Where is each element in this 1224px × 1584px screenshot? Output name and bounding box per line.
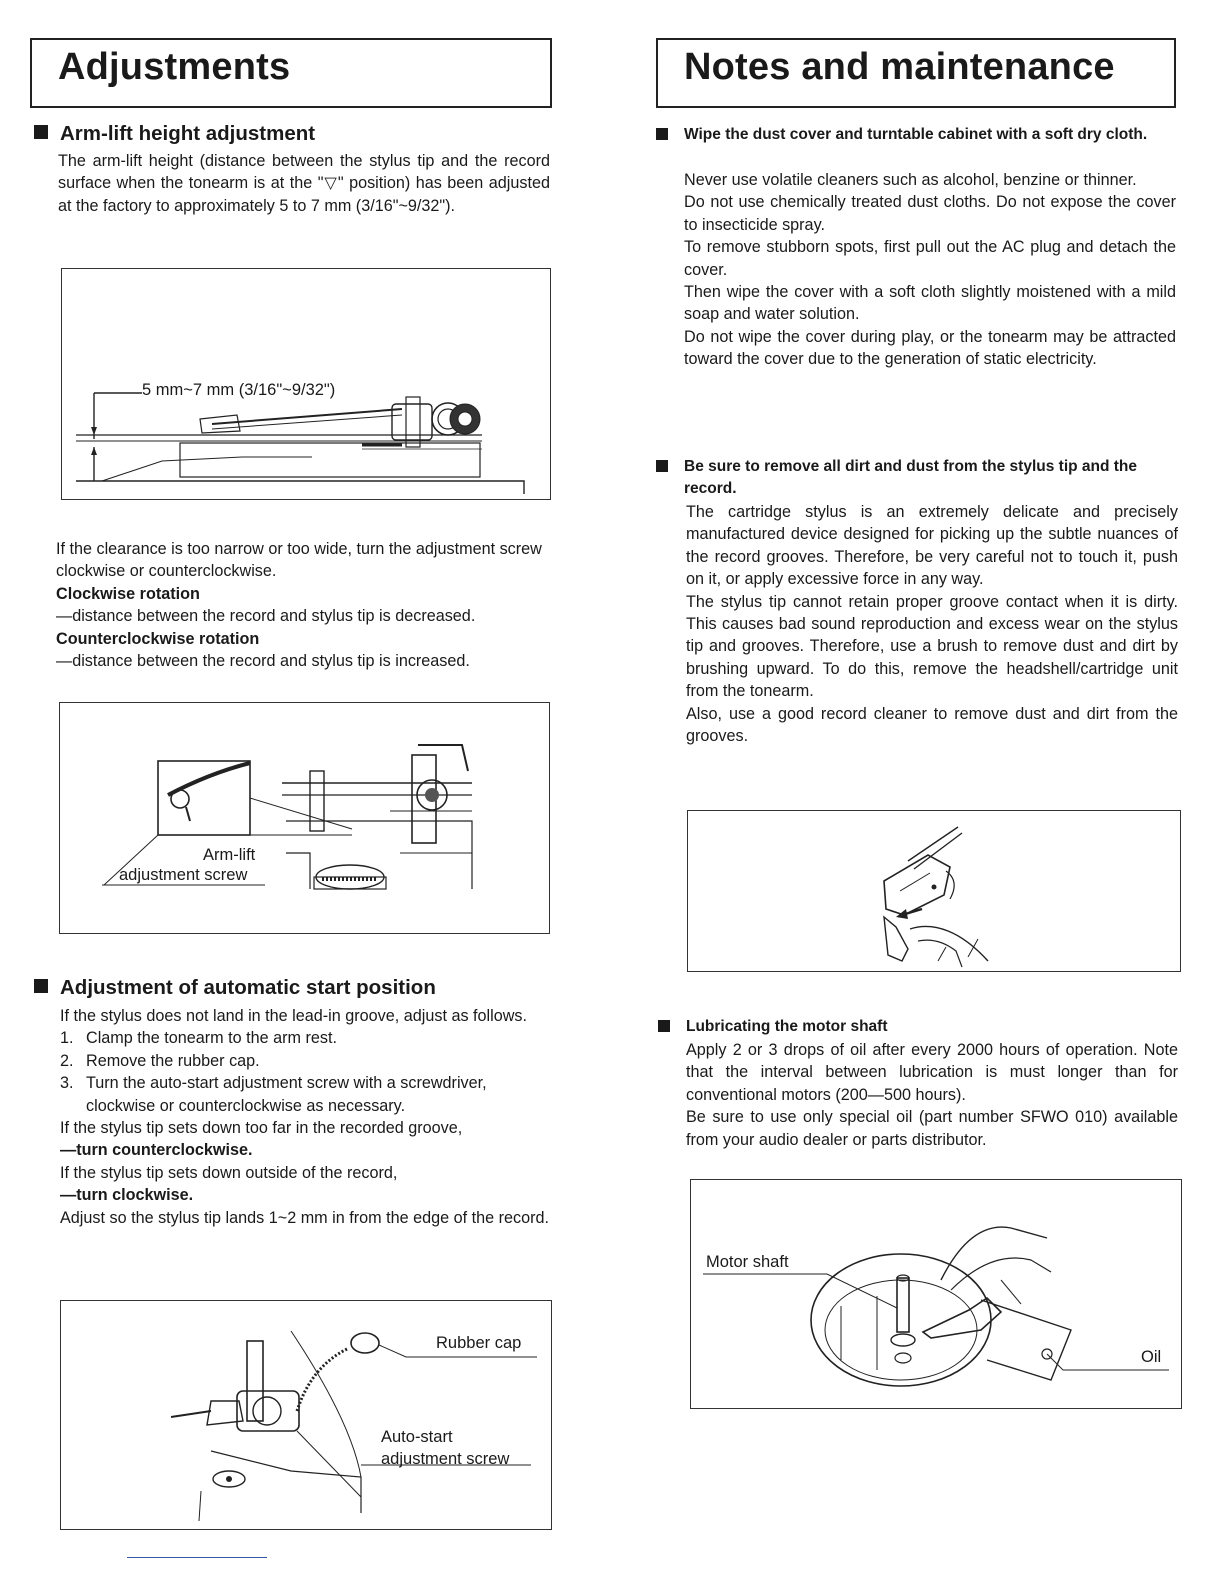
arm-lift-dimension-label: 5 mm~7 mm (3/16"~9/32") (142, 381, 336, 399)
too-far-text: If the stylus tip sets down too far in the recorded groove, (60, 1119, 463, 1138)
outside-action: —turn clockwise. (60, 1186, 194, 1205)
clearance-paragraph: If the clearance is too narrow or too wide, turn the adjustment screw clockwise or counterclockwise. (56, 540, 542, 581)
dust-cover-line: Do not wipe the cover during play, or the tonearm may be attracted toward the cover due to the generation of static electricity. (684, 327, 1176, 369)
motor-shaft-heading-text: Lubricating the motor shaft (686, 1018, 888, 1035)
item-heading-motor-shaft (686, 1016, 1178, 1038)
bullet-square-icon (658, 1020, 670, 1032)
arm-lift-intro-text: The arm-lift height (distance between the stylus tip and the record surface when the tonearm is at the "▽" position) has been adjusted at the factory to approximately 5 to 7 mm (3/16"~9/32"). (58, 152, 550, 215)
adjust-note: Adjust so the stylus tip lands 1~2 mm in from the edge of the record. (60, 1208, 550, 1227)
stylus-heading-text: Be sure to remove all dirt and dust from the stylus tip and the record. (684, 458, 1138, 498)
dust-cover-line: Do not use chemically treated dust cloths. Do not expose the cover to insecticide spray. (684, 193, 1176, 234)
page-title-adjustments: Adjustments (58, 46, 291, 88)
figure-stylus-cleaning (687, 810, 1181, 972)
step-number: 3. (60, 1074, 74, 1093)
motor-shaft-paragraph: Apply 2 or 3 drops of oil after every 2000 hours of operation. Note that the interval between lubrication is must longer than for conventional motors (200—500 hours). (686, 1041, 1178, 1104)
dust-cover-line: To remove stubborn spots, first pull out the AC plug and detach the cover. (684, 238, 1176, 279)
stylus-brush-illustration (688, 811, 1182, 973)
outside-text: If the stylus tip sets down outside of the record, (60, 1163, 398, 1182)
page-title-notes: Notes and maintenance (684, 46, 1115, 88)
motor-shaft-label: Motor shaft (706, 1253, 789, 1271)
stylus-text (686, 501, 1178, 747)
bullet-square-icon (34, 979, 48, 993)
arm-lift-screw-illustration (60, 703, 551, 935)
item-heading-dust-cover (684, 124, 1176, 146)
arm-lift-intro (58, 150, 550, 217)
arm-lift-label-line1: Arm-lift (203, 846, 256, 864)
motor-shaft-illustration (691, 1180, 1183, 1410)
section-heading-arm-lift (34, 122, 315, 146)
bullet-square-icon (656, 460, 668, 472)
footer-divider (127, 1557, 267, 1558)
rubber-cap-label: Rubber cap (436, 1334, 522, 1352)
step-number: 1. (60, 1029, 74, 1048)
arm-lift-heading-text: Arm-lift height adjustment (60, 122, 316, 145)
motor-shaft-paragraph: Be sure to use only special oil (part number SFWO 010) available from your audio dealer or parts distributor. (686, 1108, 1178, 1149)
auto-start-label-line1: Auto-start (381, 1428, 453, 1446)
counterclockwise-heading: Counterclockwise rotation (56, 629, 260, 648)
dust-cover-line: Never use volatile cleaners such as alcohol, benzine or thinner. (684, 171, 1137, 189)
bullet-square-icon (656, 128, 668, 140)
adjustments-title-box (30, 38, 552, 108)
dust-cover-line: Then wipe the cover with a soft cloth slightly moistened with a mild soap and water solution. (684, 283, 1176, 324)
too-far-action: —turn counterclockwise. (60, 1141, 253, 1160)
step-text: Turn the auto-start adjustment screw with a screwdriver, clockwise or counterclockwise as necessary. (86, 1074, 487, 1115)
clockwise-heading: Clockwise rotation (56, 584, 200, 603)
figure-motor-shaft (690, 1179, 1182, 1409)
stylus-paragraph: Also, use a good record cleaner to remove dust and dirt from the grooves. (686, 704, 1178, 746)
auto-start-instructions (60, 1005, 552, 1229)
clearance-instructions (56, 538, 550, 672)
auto-start-label-line2: adjustment screw (381, 1450, 510, 1468)
auto-start-heading-text: Adjustment of automatic start position (60, 976, 436, 999)
auto-start-intro: If the stylus does not land in the lead-in groove, adjust as follows. (60, 1007, 528, 1025)
step-text: Clamp the tonearm to the arm rest. (86, 1029, 338, 1048)
dust-cover-heading-text: Wipe the dust cover and turntable cabinet with a soft dry cloth. (684, 126, 1148, 143)
section-heading-auto-start (34, 976, 436, 1000)
item-heading-stylus (684, 456, 1178, 501)
figure-arm-lift-height (61, 268, 551, 500)
step-item (60, 1027, 552, 1049)
dust-cover-text (684, 169, 1176, 371)
bullet-square-icon (34, 125, 48, 139)
figure-auto-start-screw (60, 1300, 552, 1530)
counterclockwise-text: —distance between the record and stylus tip is increased. (56, 652, 470, 671)
figure-arm-lift-screw (59, 702, 550, 934)
oil-label: Oil (1141, 1348, 1162, 1366)
auto-start-steps (60, 1027, 552, 1117)
step-item (60, 1072, 552, 1117)
stylus-paragraph: The stylus tip cannot retain proper groove contact when it is dirty. This causes bad sound reproduction and excess wear on the stylus tip and grooves. Therefore, use a brush to remove dust and dirt by brushing upward. To do this, remove the headshell/cartridge unit from the tonearm. (686, 592, 1178, 701)
step-item (60, 1050, 552, 1072)
stylus-paragraph: The cartridge stylus is an extremely delicate and precisely manufactured device designed for picking up the subtle nuances of the record grooves. Therefore, be very careful not to touch it, push on it, or apply excessive force in any way. (686, 503, 1178, 589)
notes-title-box (656, 38, 1176, 108)
motor-shaft-text (686, 1039, 1178, 1151)
step-number: 2. (60, 1051, 74, 1070)
arm-lift-label-line2: adjustment screw (119, 866, 248, 884)
step-text: Remove the rubber cap. (86, 1051, 260, 1070)
clockwise-text: —distance between the record and stylus tip is decreased. (56, 607, 476, 626)
